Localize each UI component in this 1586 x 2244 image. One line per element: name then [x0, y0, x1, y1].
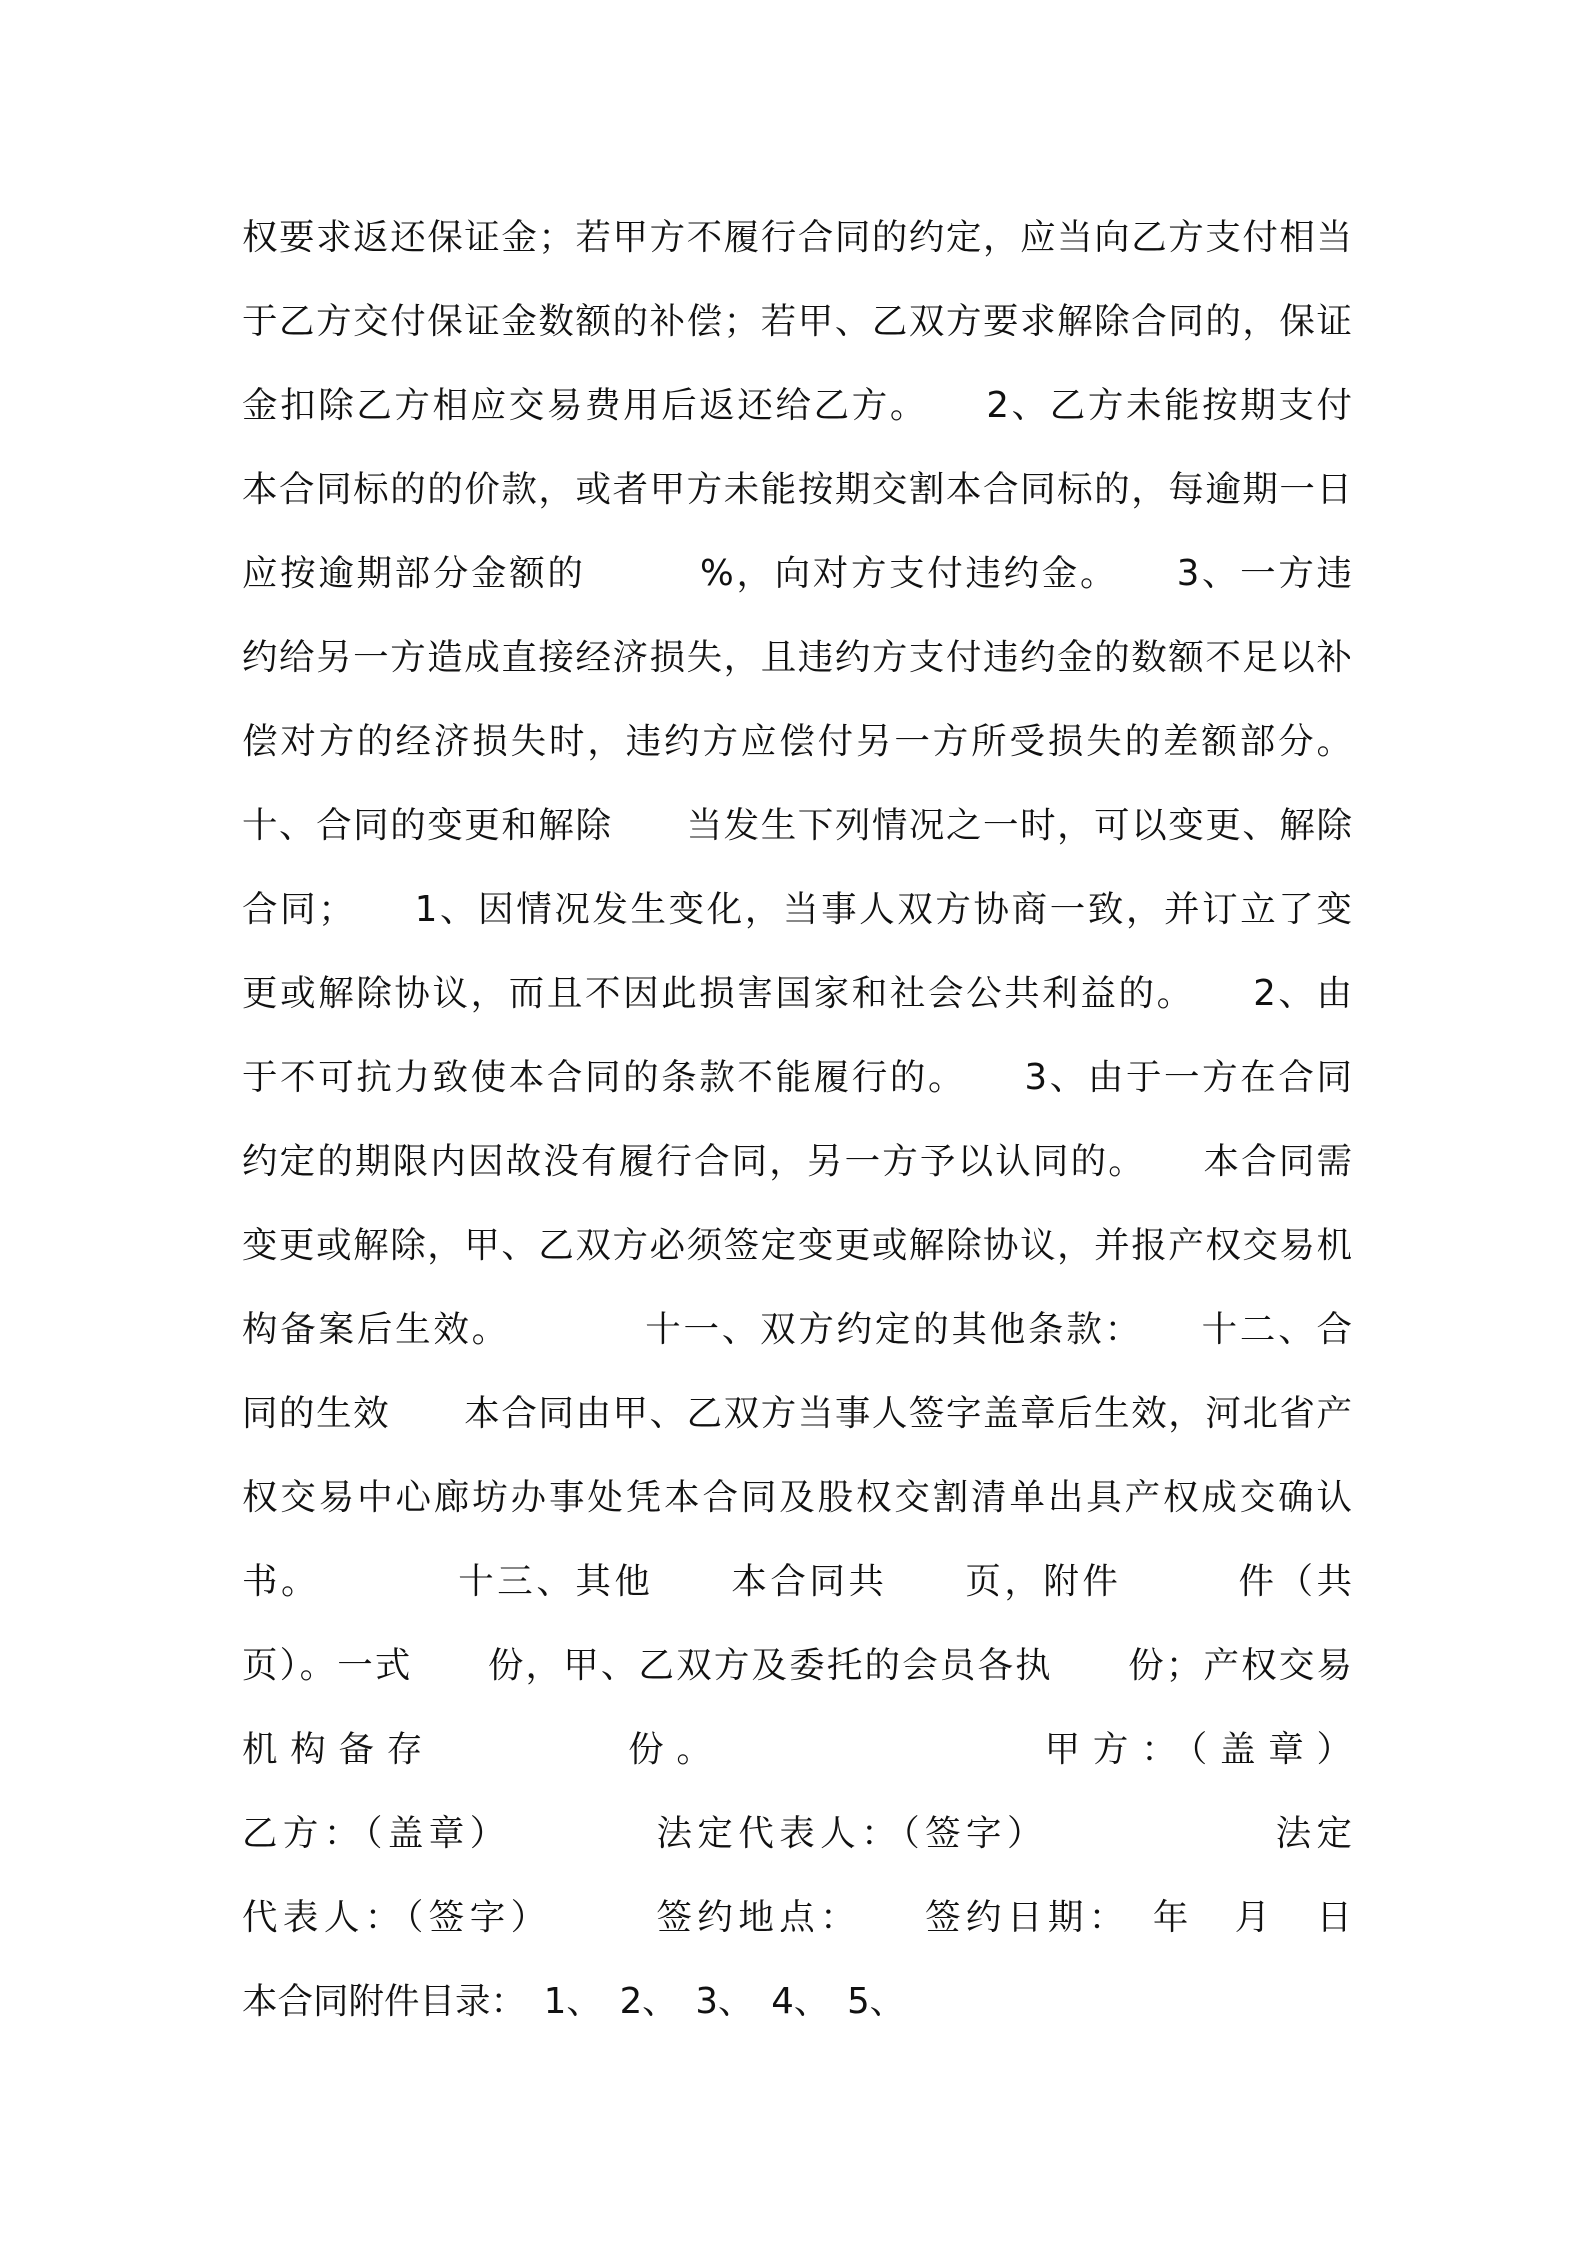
- text-line: 权要求返还保证金；若甲方不履行合同的约定，应当向乙方支付相当: [242, 217, 1352, 258]
- text-line: 约给另一方造成直接经济损失，且违约方支付违约金的数额不足以补: [242, 637, 1352, 678]
- text-line: 于乙方交付保证金数额的补偿；若甲、乙双方要求解除合同的，保证: [242, 301, 1352, 342]
- text-line: 变更或解除，甲、乙双方必须签定变更或解除协议，并报产权交易机: [242, 1225, 1352, 1266]
- text-line: 于不可抗力致使本合同的条款不能履行的。 3、由于一方在合同: [242, 1057, 1352, 1098]
- text-line: 书。 十三、其他 本合同共 页，附件 件（共: [242, 1561, 1352, 1602]
- text-line: 页）。一式 份，甲、乙双方及委托的会员各执 份；产权交易: [242, 1645, 1352, 1686]
- text-line: 同的生效 本合同由甲、乙双方当事人签字盖章后生效，河北省产: [242, 1393, 1352, 1434]
- signature-line: 代表人：（签字） 签约地点： 签约日期： 年 月 日: [242, 1897, 1352, 1938]
- text-line: 应按逾期部分金额的 %，向对方支付违约金。 3、一方违: [242, 553, 1352, 594]
- text-line: 偿对方的经济损失时，违约方应偿付另一方所受损失的差额部分。: [242, 721, 1352, 762]
- section-heading-line: 十、合同的变更和解除 当发生下列情况之一时，可以变更、解除: [242, 805, 1352, 846]
- signature-line: 机构备存 份。 甲方：（盖章）: [242, 1729, 1352, 1770]
- text-line: 构备案后生效。 十一、双方约定的其他条款： 十二、合: [242, 1309, 1352, 1350]
- text-line: 本合同标的的价款，或者甲方未能按期交割本合同标的，每逾期一日: [242, 469, 1352, 510]
- text-line: 金扣除乙方相应交易费用后返还给乙方。 2、乙方未能按期支付: [242, 385, 1352, 426]
- signature-line: 乙方：（盖章） 法定代表人：（签字） 法定: [242, 1813, 1352, 1854]
- text-line: 权交易中心廊坊办事处凭本合同及股权交割清单出具产权成交确认: [242, 1477, 1352, 1518]
- attachment-list-line: 本合同附件目录： 1、 2、 3、 4、 5、: [242, 1981, 906, 2022]
- text-line: 约定的期限内因故没有履行合同，另一方予以认同的。 本合同需: [242, 1141, 1352, 1182]
- contract-text: [242, 196, 1352, 2044]
- text-line: 更或解除协议，而且不因此损害国家和社会公共利益的。 2、由: [242, 973, 1352, 1014]
- text-line: 合同； 1、因情况发生变化，当事人双方协商一致，并订立了变: [242, 889, 1352, 930]
